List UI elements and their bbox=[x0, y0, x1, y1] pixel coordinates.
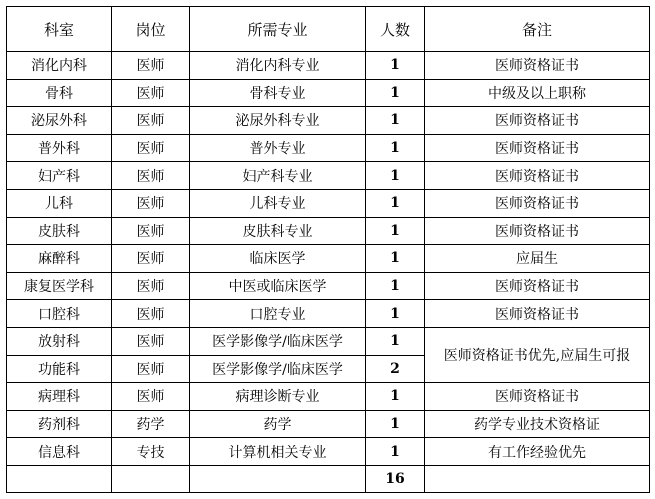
cell-department: 麻醉科 bbox=[7, 245, 112, 273]
cell-department: 药剂科 bbox=[7, 410, 112, 438]
cell-department: 口腔科 bbox=[7, 300, 112, 328]
header-count: 人数 bbox=[366, 7, 425, 52]
cell-count: 1 bbox=[366, 438, 425, 466]
cell-major: 妇产科专业 bbox=[190, 162, 366, 190]
cell-department: 普外科 bbox=[7, 134, 112, 162]
header-department: 科室 bbox=[7, 7, 112, 52]
cell-note-merged: 医师资格证书优先,应届生可报 bbox=[425, 327, 650, 382]
cell-note: 医师资格证书 bbox=[425, 300, 650, 328]
cell-count: 1 bbox=[366, 162, 425, 190]
table-row bbox=[7, 327, 650, 355]
total-empty-cell bbox=[425, 465, 650, 492]
header-major: 所需专业 bbox=[190, 7, 366, 52]
cell-department: 妇产科 bbox=[7, 162, 112, 190]
cell-note: 医师资格证书 bbox=[425, 217, 650, 245]
table-row bbox=[7, 52, 650, 80]
cell-note: 中级及以上职称 bbox=[425, 79, 650, 107]
cell-major: 医学影像学/临床医学 bbox=[190, 327, 366, 355]
cell-department: 骨科 bbox=[7, 79, 112, 107]
cell-count: 1 bbox=[366, 327, 425, 355]
cell-note: 医师资格证书 bbox=[425, 189, 650, 217]
table-row bbox=[7, 272, 650, 300]
cell-major: 药学 bbox=[190, 410, 366, 438]
recruitment-table-container bbox=[6, 6, 650, 493]
cell-major: 计算机相关专业 bbox=[190, 438, 366, 466]
total-empty-cell bbox=[112, 465, 190, 492]
total-empty-cell bbox=[7, 465, 112, 492]
total-count: 16 bbox=[366, 465, 425, 492]
cell-count: 1 bbox=[366, 300, 425, 328]
cell-note: 医师资格证书 bbox=[425, 52, 650, 80]
cell-count: 1 bbox=[366, 107, 425, 135]
table-row bbox=[7, 245, 650, 273]
cell-position: 医师 bbox=[112, 79, 190, 107]
cell-department: 病理科 bbox=[7, 383, 112, 411]
cell-position: 医师 bbox=[112, 134, 190, 162]
cell-position: 医师 bbox=[112, 52, 190, 80]
cell-major: 普外专业 bbox=[190, 134, 366, 162]
table-row bbox=[7, 217, 650, 245]
cell-department: 信息科 bbox=[7, 438, 112, 466]
cell-note: 有工作经验优先 bbox=[425, 438, 650, 466]
cell-department: 皮肤科 bbox=[7, 217, 112, 245]
table-row bbox=[7, 162, 650, 190]
cell-major: 临床医学 bbox=[190, 245, 366, 273]
cell-major: 儿科专业 bbox=[190, 189, 366, 217]
cell-department: 儿科 bbox=[7, 189, 112, 217]
cell-note: 药学专业技术资格证 bbox=[425, 410, 650, 438]
cell-count: 1 bbox=[366, 217, 425, 245]
cell-major: 医学影像学/临床医学 bbox=[190, 355, 366, 383]
cell-note: 医师资格证书 bbox=[425, 272, 650, 300]
cell-position: 医师 bbox=[112, 355, 190, 383]
cell-department: 功能科 bbox=[7, 355, 112, 383]
cell-note: 应届生 bbox=[425, 245, 650, 273]
cell-major: 骨科专业 bbox=[190, 79, 366, 107]
cell-position: 医师 bbox=[112, 327, 190, 355]
table-row bbox=[7, 79, 650, 107]
cell-count: 1 bbox=[366, 134, 425, 162]
table-row bbox=[7, 107, 650, 135]
cell-position: 专技 bbox=[112, 438, 190, 466]
header-position: 岗位 bbox=[112, 7, 190, 52]
cell-note: 医师资格证书 bbox=[425, 107, 650, 135]
table-row bbox=[7, 383, 650, 411]
cell-position: 医师 bbox=[112, 107, 190, 135]
total-row bbox=[7, 465, 650, 492]
table-row bbox=[7, 134, 650, 162]
cell-position: 医师 bbox=[112, 217, 190, 245]
cell-department: 泌尿外科 bbox=[7, 107, 112, 135]
cell-position: 医师 bbox=[112, 162, 190, 190]
table-row bbox=[7, 438, 650, 466]
cell-department: 康复医学科 bbox=[7, 272, 112, 300]
cell-count: 1 bbox=[366, 410, 425, 438]
cell-major: 中医或临床医学 bbox=[190, 272, 366, 300]
table-row bbox=[7, 189, 650, 217]
cell-major: 消化内科专业 bbox=[190, 52, 366, 80]
total-empty-cell bbox=[190, 465, 366, 492]
cell-position: 医师 bbox=[112, 300, 190, 328]
cell-note: 医师资格证书 bbox=[425, 162, 650, 190]
header-row bbox=[7, 7, 650, 52]
cell-position: 医师 bbox=[112, 189, 190, 217]
table-row bbox=[7, 410, 650, 438]
cell-count: 1 bbox=[366, 245, 425, 273]
cell-position: 医师 bbox=[112, 272, 190, 300]
cell-note: 医师资格证书 bbox=[425, 134, 650, 162]
cell-major: 皮肤科专业 bbox=[190, 217, 366, 245]
cell-note: 医师资格证书 bbox=[425, 383, 650, 411]
table-body bbox=[7, 52, 650, 493]
cell-count: 1 bbox=[366, 272, 425, 300]
cell-count: 1 bbox=[366, 383, 425, 411]
cell-position: 医师 bbox=[112, 383, 190, 411]
table-header bbox=[7, 7, 650, 52]
cell-department: 消化内科 bbox=[7, 52, 112, 80]
cell-major: 口腔专业 bbox=[190, 300, 366, 328]
cell-count: 1 bbox=[366, 189, 425, 217]
recruitment-table bbox=[6, 6, 650, 493]
table-row bbox=[7, 300, 650, 328]
header-note: 备注 bbox=[425, 7, 650, 52]
cell-major: 病理诊断专业 bbox=[190, 383, 366, 411]
cell-position: 医师 bbox=[112, 245, 190, 273]
cell-position: 药学 bbox=[112, 410, 190, 438]
cell-count: 1 bbox=[366, 52, 425, 80]
cell-count: 2 bbox=[366, 355, 425, 383]
cell-department: 放射科 bbox=[7, 327, 112, 355]
cell-major: 泌尿外科专业 bbox=[190, 107, 366, 135]
cell-count: 1 bbox=[366, 79, 425, 107]
